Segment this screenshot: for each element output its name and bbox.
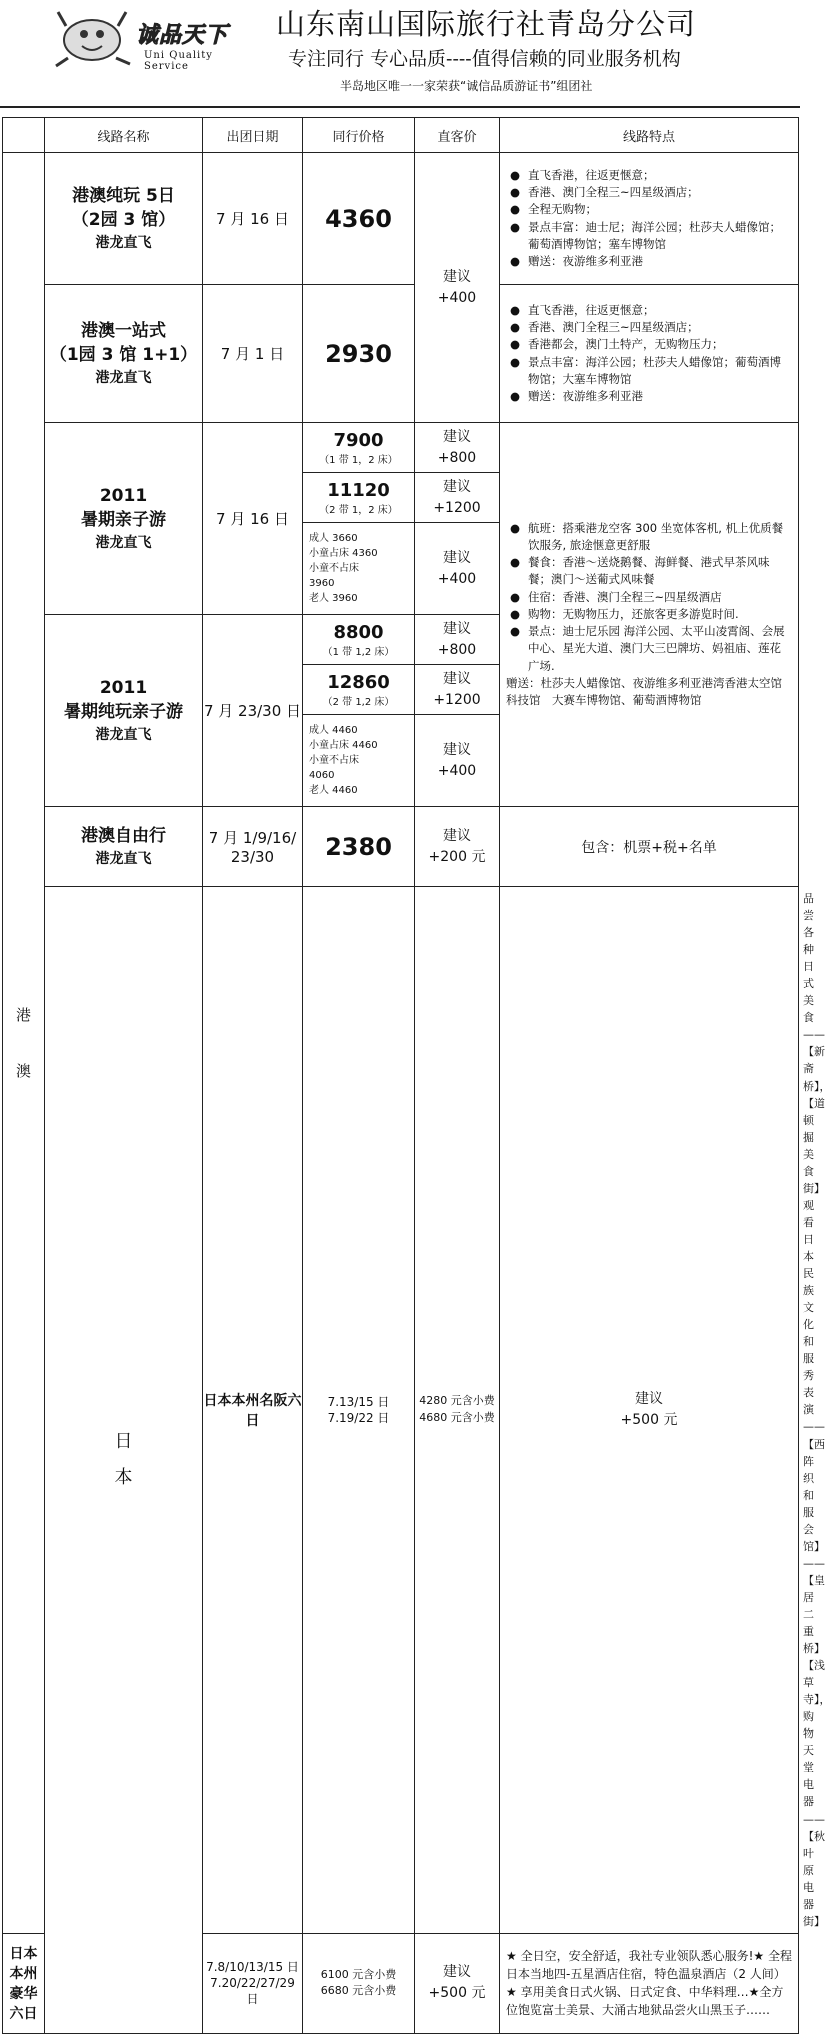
- route-year: 2011: [99, 677, 148, 698]
- honor-line: 半岛地区唯一一家荣获“诚信品质游证书”组团社: [340, 79, 593, 93]
- age-price: 成人 4460: [309, 725, 358, 736]
- feature-item: ● 香港、澳门全程三~四星级酒店；: [528, 319, 792, 336]
- route-features: ★ 全日空，安全舒适，我社专业领队悉心服务!★ 全程日本当地四-五星酒店住宿，特色温泉酒店（2 人间）★ 享用美食日式火锅、日式定食、中华料理…★全方位饱览富士美景、大涌古地狱品尝火山黑玉子……: [500, 1933, 799, 2033]
- header-route: 线路名称: [45, 118, 203, 153]
- age-price: 成人 3660: [309, 533, 358, 544]
- feature-gift: 赠送：杜莎夫人蜡像馆、夜游维多利亚港湾香港太空馆 科技馆 大赛车博物馆、葡萄酒博物馆: [506, 675, 794, 708]
- direct-amount: +500 元: [620, 1411, 678, 1428]
- route-table: [2, 117, 831, 2034]
- route-carrier: 港龙直飞: [95, 369, 152, 386]
- date-line: 7.13/15 日: [327, 1394, 390, 1409]
- agent-price: 2380: [303, 807, 415, 887]
- direct-label: 建议: [443, 620, 471, 637]
- direct-price: [415, 423, 500, 473]
- route-carrier: 港龙直飞: [95, 726, 152, 743]
- route-carrier: 港龙直飞: [95, 534, 152, 551]
- header-date: 出团日期: [203, 118, 303, 153]
- route-title: 港澳一站式: [81, 320, 166, 341]
- age-prices: [303, 715, 415, 807]
- route-name: 日本本州豪华六日: [3, 1933, 45, 2033]
- agent-price: [303, 473, 415, 523]
- route-name: [45, 285, 203, 423]
- feature-item: ● 景点：迪士尼乐园 海洋公园、太平山凌霄阁、会展中心、星光大道、澳门大三巴牌坊、妈祖庙、莲花广场.: [528, 623, 792, 675]
- age-prices: [303, 523, 415, 615]
- route-title: 港澳自由行: [81, 826, 166, 847]
- date-line: 23/30: [230, 848, 275, 866]
- logo-tagline: Uni Quality Service: [144, 50, 213, 72]
- departure-date: [303, 887, 415, 1934]
- route-name: 日本本州名阪六日: [203, 887, 303, 1934]
- direct-amount: +400: [437, 570, 477, 587]
- price-value: 11120: [327, 479, 390, 501]
- direct-label: 建议: [443, 827, 471, 844]
- direct-price: [415, 807, 500, 887]
- price-line: 4680 元含小费: [419, 1410, 495, 1424]
- feature-item: ● 香港都会，澳门土特产，无购物压力；: [528, 336, 792, 353]
- age-price: 4060: [309, 770, 335, 781]
- header-features: 线路特点: [500, 118, 799, 153]
- departure-date: [203, 807, 303, 887]
- page-header: [0, 0, 800, 112]
- route-features: [500, 153, 799, 285]
- route-title: 港澳纯玩 5日: [72, 185, 175, 206]
- region-char: 澳: [15, 1061, 31, 1080]
- age-price: 小童占床 4460: [309, 740, 378, 751]
- direct-amount: +1200: [433, 691, 481, 708]
- route-name: [45, 153, 203, 285]
- agent-price: [303, 665, 415, 715]
- direct-amount: +1200: [433, 499, 481, 516]
- route-features: [500, 285, 799, 423]
- agent-price: [303, 1933, 415, 2033]
- header-blank: [3, 118, 45, 153]
- route-features: 包含：机票+税+名单: [500, 807, 799, 887]
- direct-label: 建议: [443, 1964, 471, 1981]
- direct-price: [415, 715, 500, 807]
- price-note: （1 带 1,2 床）: [322, 646, 395, 658]
- age-price: 老人 3960: [309, 593, 358, 604]
- header-direct: 直客价: [415, 118, 500, 153]
- header-divider: [0, 106, 800, 108]
- age-price: 3960: [309, 578, 335, 589]
- age-price: 小童不占床: [309, 563, 359, 574]
- direct-price: [415, 615, 500, 665]
- direct-amount: +400: [437, 289, 477, 306]
- direct-price: [415, 665, 500, 715]
- route-name: [45, 423, 203, 615]
- feature-item: ● 航班：搭乘港龙空客 300 坐宽体客机, 机上优质餐饮服务, 旅途惬意更舒服: [528, 520, 792, 555]
- table-row: [3, 423, 799, 473]
- direct-amount: +800: [437, 641, 477, 658]
- price-note: （2 带 1，2 床）: [319, 504, 398, 516]
- route-year: 2011: [99, 485, 148, 506]
- date-line: 7 月 1/9/16/: [208, 829, 297, 847]
- departure-date: 7 月 1 日: [203, 285, 303, 423]
- feature-item: ● 景点丰富：海洋公园；杜莎夫人蜡像馆；葡萄酒博物馆；大塞车博物馆: [528, 354, 792, 389]
- departure-date: 7 月 23/30 日: [203, 615, 303, 807]
- route-title: 暑期亲子游: [81, 510, 166, 531]
- agent-price: [303, 423, 415, 473]
- company-name: 山东南山国际旅行社青岛分公司: [276, 7, 697, 41]
- logo: [48, 6, 258, 72]
- region-jp: [45, 887, 203, 2034]
- age-price: 小童占床 4360: [309, 548, 378, 559]
- region-char: 日: [114, 1430, 133, 1452]
- direct-label: 建议: [443, 670, 471, 687]
- table-row: 日 本 日本本州名阪六日 7.13/15 日 7.19/22 日 4280 元含小费 4680 元含小费 建议 +500 元 品尝各种日式美食——【新斋桥】，【道顿掘美食街】 观看日本民族文化和服秀表演——【西阵织和服会馆】 ——【皇居二重桥】【浅草寺】，购物天堂电器—— 【秋叶原电器街】: [3, 887, 799, 1934]
- direct-price: [415, 523, 500, 615]
- departure-date: 7 月 16 日: [203, 153, 303, 285]
- direct-amount: +400: [437, 762, 477, 779]
- table-row: [3, 153, 799, 285]
- feature-item: ● 全程无购物；: [528, 201, 792, 218]
- route-features: [500, 423, 799, 807]
- slogan: 专注同行 专心品质----值得信赖的同业服务机构: [288, 48, 681, 70]
- feature-item: ● 餐食：香港～送烧鹅餐、海鲜餐、港式早茶风味餐；澳门～送葡式风味餐: [528, 554, 792, 589]
- mascot-icon: [48, 6, 138, 68]
- direct-price: [415, 1933, 500, 2033]
- age-price: 小童不占床: [309, 755, 359, 766]
- price-value: 8800: [333, 621, 384, 643]
- route-name: [45, 807, 203, 887]
- route-name: [45, 615, 203, 807]
- direct-label: 建议: [443, 268, 471, 285]
- table-row: [3, 285, 799, 423]
- direct-amount: +800: [437, 449, 477, 466]
- region-char: 港: [15, 1005, 31, 1024]
- agent-price: 2930: [303, 285, 415, 423]
- feature-item: ● 赠送：夜游维多利亚港: [528, 253, 792, 270]
- price-line: 4280 元含小费: [419, 1394, 495, 1408]
- price-note: （1 带 1，2 床）: [319, 454, 398, 466]
- direct-label: 建议: [443, 428, 471, 445]
- price-value: 12860: [327, 671, 390, 693]
- date-line: 7.20/22/27/29: [210, 1976, 295, 1991]
- price-note: （2 带 1,2 床）: [322, 696, 395, 708]
- direct-label: 建议: [443, 549, 471, 566]
- route-carrier: 港龙直飞: [95, 850, 152, 867]
- region-hk: [3, 153, 45, 1934]
- feature-item: ● 景点丰富：迪士尼；海洋公园；杜莎夫人蜡像馆；葡萄酒博物馆；塞车博物馆: [528, 219, 792, 254]
- direct-price: [500, 887, 799, 1934]
- table-row: [3, 807, 799, 887]
- agent-price: 4360: [303, 153, 415, 285]
- departure-date: [203, 1933, 303, 2033]
- route-carrier: 港龙直飞: [95, 234, 152, 251]
- price-line: 6680 元含小费: [320, 1984, 397, 1998]
- route-title: 暑期纯玩亲子游: [64, 702, 183, 723]
- age-price: 老人 4460: [309, 785, 358, 796]
- price-line: 6100 元含小费: [320, 1967, 397, 1981]
- table-header-row: [3, 118, 799, 153]
- region-char: 本: [114, 1466, 133, 1488]
- direct-price: [415, 473, 500, 523]
- route-subtitle: （2园 3 馆）: [71, 210, 176, 231]
- date-line: 7.8/10/13/15 日: [206, 1960, 299, 1975]
- date-line: 日: [246, 1992, 259, 2007]
- direct-label: 建议: [635, 1390, 663, 1407]
- direct-label: 建议: [443, 478, 471, 495]
- direct-price: [415, 153, 500, 423]
- direct-amount: +200 元: [428, 848, 486, 865]
- route-subtitle: （1园 3 馆 1+1）: [49, 345, 198, 366]
- agent-price: [415, 887, 500, 1934]
- agent-price: [303, 615, 415, 665]
- feature-item: ● 住宿：香港、澳门全程三~四星级酒店: [528, 589, 792, 606]
- departure-date: 7 月 16 日: [203, 423, 303, 615]
- feature-item: ● 赠送：夜游维多利亚港: [528, 388, 792, 405]
- feature-item: ● 香港、澳门全程三~四星级酒店；: [528, 184, 792, 201]
- direct-label: 建议: [443, 741, 471, 758]
- feature-item: ● 直飞香港，往返更惬意；: [528, 167, 792, 184]
- date-line: 7.19/22 日: [327, 1410, 390, 1425]
- header-price: 同行价格: [303, 118, 415, 153]
- feature-item: ● 直飞香港，往返更惬意；: [528, 302, 792, 319]
- feature-item: ● 购物：无购物压力，还旅客更多游览时间.: [528, 606, 792, 623]
- direct-amount: +500 元: [428, 1985, 486, 2002]
- price-value: 7900: [333, 429, 384, 451]
- logo-brand: 诚品天下: [136, 23, 229, 48]
